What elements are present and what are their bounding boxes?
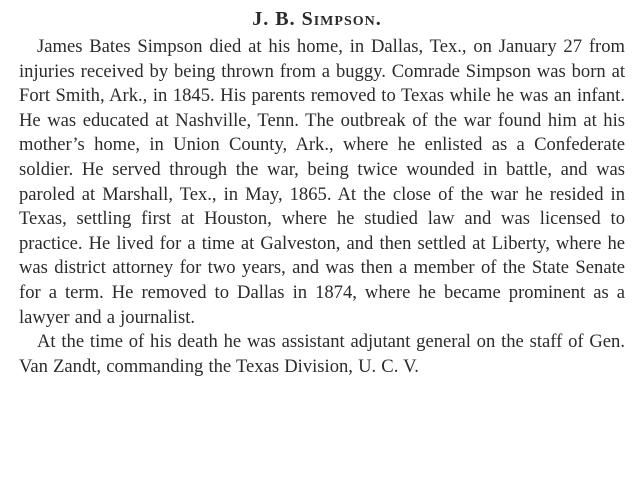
article-title <box>19 6 625 32</box>
article-paragraph-2: At the time of his death he was assistant adjutant general on the staff of Gen. Van Zandt, commanding the Texas Division, U. C. V. <box>19 331 625 377</box>
article-paragraph-1: James Bates Simpson died at his home, in Dallas, Tex., on January 27 from injuries received by being thrown from a buggy. Comrade Simpson was born at Fort Smith, Ark., in 1845. His parents removed to Texas while he was an infant. He was educated at Nashville, Tenn. The outbreak of the war found him at his mother’s home, in Union County, Ark., where he enlisted as a Confederate soldier. He served through the war, being twice wounded in battle, and was paroled at Marshall, Tex., in May, 1865. At the close of the war he resided in Texas, settling first at Houston, where he studied law and was licensed to practice. He lived for a time at Galveston, and then settled at Liberty, where he was district attorney for two years, and was then a member of the State Senate for a term. He removed to Dallas in 1874, where he became prominent as a lawyer and a journalist. <box>19 36 625 328</box>
article-title-text: J. B. Simpson. <box>252 8 382 30</box>
